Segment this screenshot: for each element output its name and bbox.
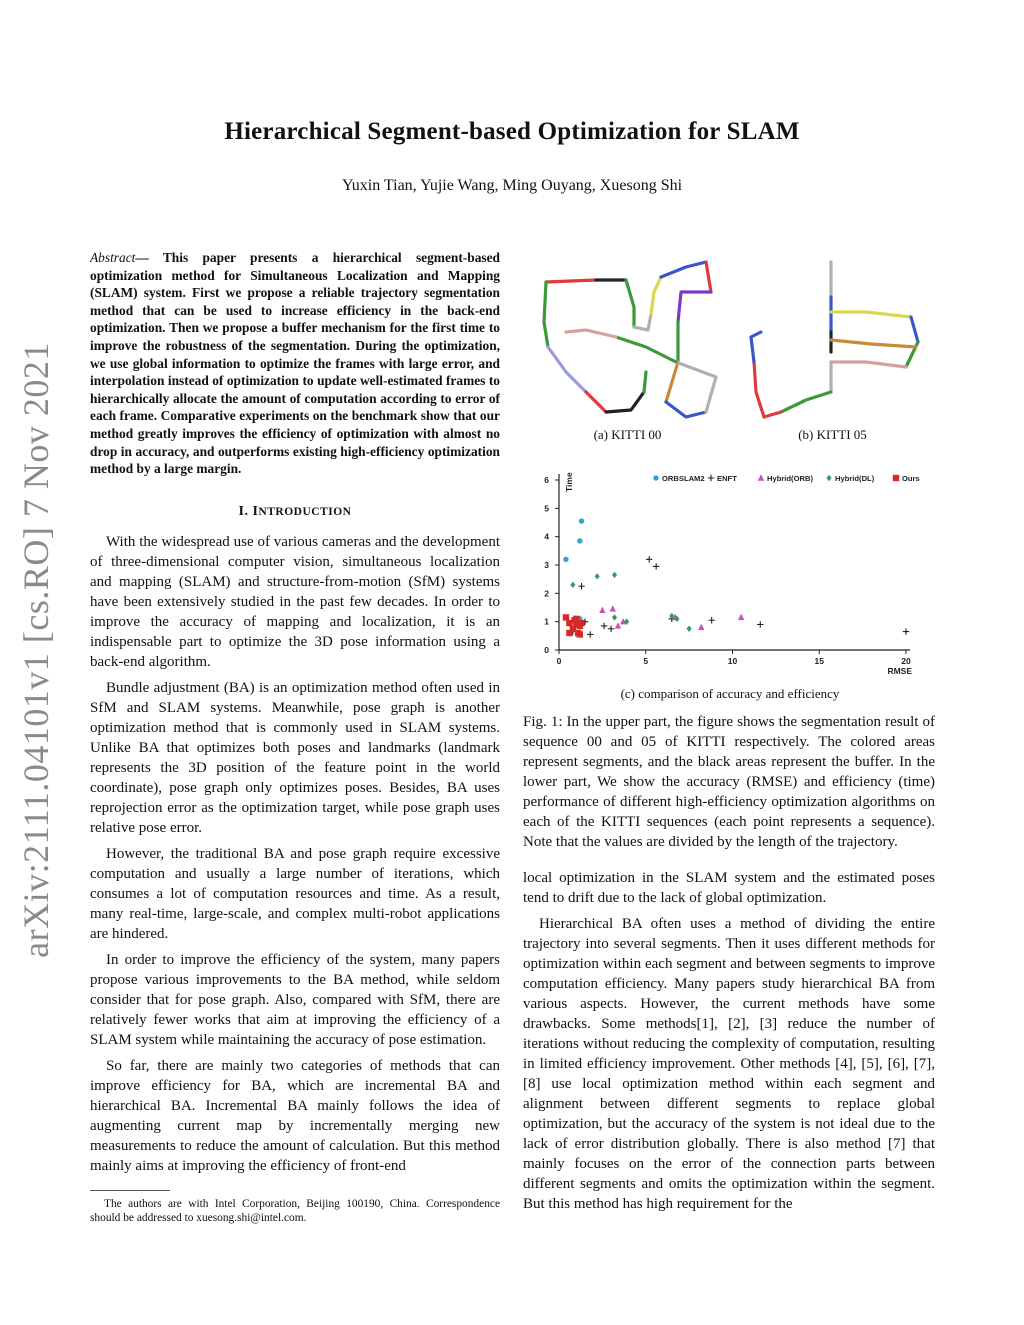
paper-authors: Yuxin Tian, Yujie Wang, Ming Ouyang, Xuesong Shi bbox=[341, 177, 683, 194]
y-tick-label: 2 bbox=[544, 588, 549, 599]
data-point bbox=[653, 563, 659, 569]
x-axis-label: RMSE bbox=[887, 666, 912, 676]
section-title-first-letter: I bbox=[252, 503, 259, 519]
accuracy-efficiency-scatter bbox=[526, 460, 936, 682]
subcaption-comparison: (c) comparison of accuracy and efficiency bbox=[620, 686, 840, 701]
data-point bbox=[587, 631, 593, 637]
intro-paragraph: In order to improve the efficiency of the system, many papers propose various improvements to the BA method, while seldom consider that for pose graph. Also, compared with SfM, there are relatively fewer works that aim at improving the efficiency of a SLAM system while maintaining the accuracy of pose estimation. bbox=[90, 951, 500, 1048]
abstract-text: This paper presents a hierarchical segment-based optimization method for Simultaneous Localization and Mapping (SLAM) system. First we propose a reliable trajectory segmentation method that can be used to increase efficiency in the back-end optimization. Then we propose a buffer mechanism for the first time to improve the robustness of the segmentation. During the optimization, we use global information to optimize the frames with large error, and interpolation instead of optimization to update well-estimated frames to hierarchically allocate the amount of computation according to error of each frame. Comparative experiments on the benchmark show that our method greatly improves the efficiency of optimization with almost no drop in accuracy, and outperforms existing high-efficiency optimization method by a large margin. bbox=[90, 250, 500, 477]
legend-marker bbox=[653, 475, 658, 480]
right-column bbox=[523, 868, 935, 1220]
kitti-00-trajectory bbox=[544, 262, 716, 417]
legend-marker bbox=[758, 474, 764, 480]
data-point bbox=[563, 614, 569, 620]
intro-paragraph: So far, there are mainly two categories of methods that can improve efficiency for BA, which are incremental BA and hierarchical BA. Incremental BA mainly follows the idea of augmenting current map by incrementally merging new measurements to reduce the amount of calculation. But this method mainly aims at improving the efficiency of front-end bbox=[90, 1057, 500, 1174]
y-tick-label: 1 bbox=[544, 616, 549, 627]
y-tick-label: 0 bbox=[544, 645, 549, 655]
y-tick-label: 6 bbox=[544, 475, 549, 485]
intro-paragraph: However, the traditional BA and pose graph require excessive computation and usually a large number of iterations, which consumes a lot of computation resources and time. As a result, many real-time, large-scale, and complex multi-robot applications are hindered. bbox=[90, 845, 500, 942]
kitti-05-trajectory bbox=[751, 262, 918, 417]
section-heading-introduction bbox=[90, 502, 500, 522]
x-tick-label: 5 bbox=[643, 656, 649, 666]
data-point bbox=[578, 583, 584, 589]
legend-marker bbox=[826, 475, 831, 481]
y-tick-label: 3 bbox=[544, 560, 549, 570]
data-point bbox=[612, 572, 617, 578]
data-point bbox=[577, 538, 582, 543]
arxiv-id-text: arXiv:2111.04101v1 [cs.RO] 7 Nov 2021 bbox=[16, 342, 56, 958]
data-point bbox=[599, 607, 605, 613]
x-tick-label: 0 bbox=[556, 656, 562, 666]
section-title-rest: NTRODUCTION bbox=[258, 505, 352, 518]
section-number: I. bbox=[238, 503, 253, 519]
left-column bbox=[90, 249, 500, 1182]
intro-paragraph: With the widespread use of various cameras and the development of three-dimensional computer vision, simultaneous localization and mapping (SLAM) and structure-from-motion (SfM) systems have been extensively studied in the past few decades. In order to improve the accuracy of mapping and localization, it is an indispensable part to optimize the 3D pose information using a back-end algorithm. bbox=[90, 533, 500, 670]
data-point bbox=[563, 557, 568, 562]
data-point bbox=[903, 628, 909, 634]
data-point bbox=[646, 556, 652, 562]
data-point bbox=[615, 622, 621, 628]
data-point bbox=[610, 605, 616, 611]
figure-caption: Fig. 1: In the upper part, the figure shows the segmentation result of sequence 00 and 05 of KITTI respectively. The colored areas represent segments, and the black areas represent the buffer. In the lower part, We show the accuracy (RMSE) and efficiency (time) performance of different high-efficiency optimization algorithms on each of the KITTI sequences (each point represents a sequence). Note that the values are divided by the length of the trajectory. bbox=[523, 714, 935, 850]
abstract-label: Abstract bbox=[90, 250, 136, 265]
y-axis-label: Time bbox=[564, 472, 574, 492]
x-tick-label: 20 bbox=[901, 656, 911, 666]
data-point bbox=[570, 582, 575, 588]
legend-label: ENFT bbox=[717, 474, 737, 483]
data-point bbox=[687, 626, 692, 632]
data-point bbox=[708, 617, 714, 623]
trajectory-segmentation-figure bbox=[526, 252, 936, 452]
y-tick-label: 5 bbox=[544, 503, 549, 514]
arxiv-identifier bbox=[12, 342, 60, 958]
footnote-divider bbox=[90, 1190, 170, 1191]
footnote: The authors are with Intel Corporation, Beijing 100190, China. Correspondence should be addressed to xuesong.shi@intel.com. bbox=[90, 1198, 500, 1224]
legend-label: Ours bbox=[902, 474, 920, 483]
data-point bbox=[757, 621, 763, 627]
data-point bbox=[577, 631, 583, 637]
legend-label: Hybrid(ORB) bbox=[767, 474, 813, 483]
data-point bbox=[573, 616, 579, 622]
legend-label: Hybrid(DL) bbox=[835, 474, 875, 483]
legend-label: ORBSLAM2 bbox=[662, 474, 705, 483]
data-point bbox=[698, 624, 704, 630]
data-point bbox=[579, 518, 584, 523]
data-point bbox=[612, 614, 617, 620]
y-tick-label: 4 bbox=[544, 531, 549, 542]
body-paragraph-continued: local optimization in the SLAM system and the estimated poses tend to drift due to the lack of global optimization. bbox=[523, 870, 935, 906]
x-tick-label: 15 bbox=[814, 656, 824, 666]
x-tick-label: 10 bbox=[727, 656, 738, 666]
legend-marker bbox=[708, 475, 714, 481]
data-point bbox=[601, 623, 607, 629]
data-point bbox=[566, 630, 572, 636]
subcaption-kitti-00: (a) KITTI 00 bbox=[593, 427, 662, 442]
data-point bbox=[595, 573, 600, 579]
data-point bbox=[738, 614, 744, 620]
data-point bbox=[608, 626, 614, 632]
body-paragraph: Hierarchical BA often uses a method of dividing the entire trajectory into several segments. Then it uses different methods for optimization within each segment and between segments to improve computation efficiency. Many papers study hierarchical BA from various aspects. However, the current methods have some drawbacks. Some methods[1], [2], [3] reduce the number of iterations without reducing the complexity of computation, resulting in limited efficiency improvement. Other methods [4], [5], [6], [7], [8] use local optimization method within each segment and alignment between different segments to replace global optimization, but the accuracy of the system is not ideal due to the lack of error distribution globally. There is also method [7] that mainly focuses on the error of the connection parts between different segments and omits the optimization within the segment. But this method has high requirement for the bbox=[523, 916, 935, 1212]
abstract bbox=[90, 249, 500, 478]
legend-marker bbox=[893, 475, 899, 481]
paper-title: Hierarchical Segment-based Optimization for SLAM bbox=[224, 118, 800, 145]
abstract-dash: — bbox=[135, 250, 163, 265]
intro-paragraph: Bundle adjustment (BA) is an optimization method often used in SfM and SLAM systems. Meanwhile, pose graph is another optimization method that is commonly used in SLAM systems. Unlike BA that optimizes both poses and landmarks (landmark represents the 3D position of the feature point in the world coordinate), pose graph only optimizes poses. Besides, BA uses reprojection error as the optimization target, while pose graph uses relative pose error. bbox=[90, 679, 500, 836]
subcaption-kitti-05: (b) KITTI 05 bbox=[798, 427, 867, 442]
